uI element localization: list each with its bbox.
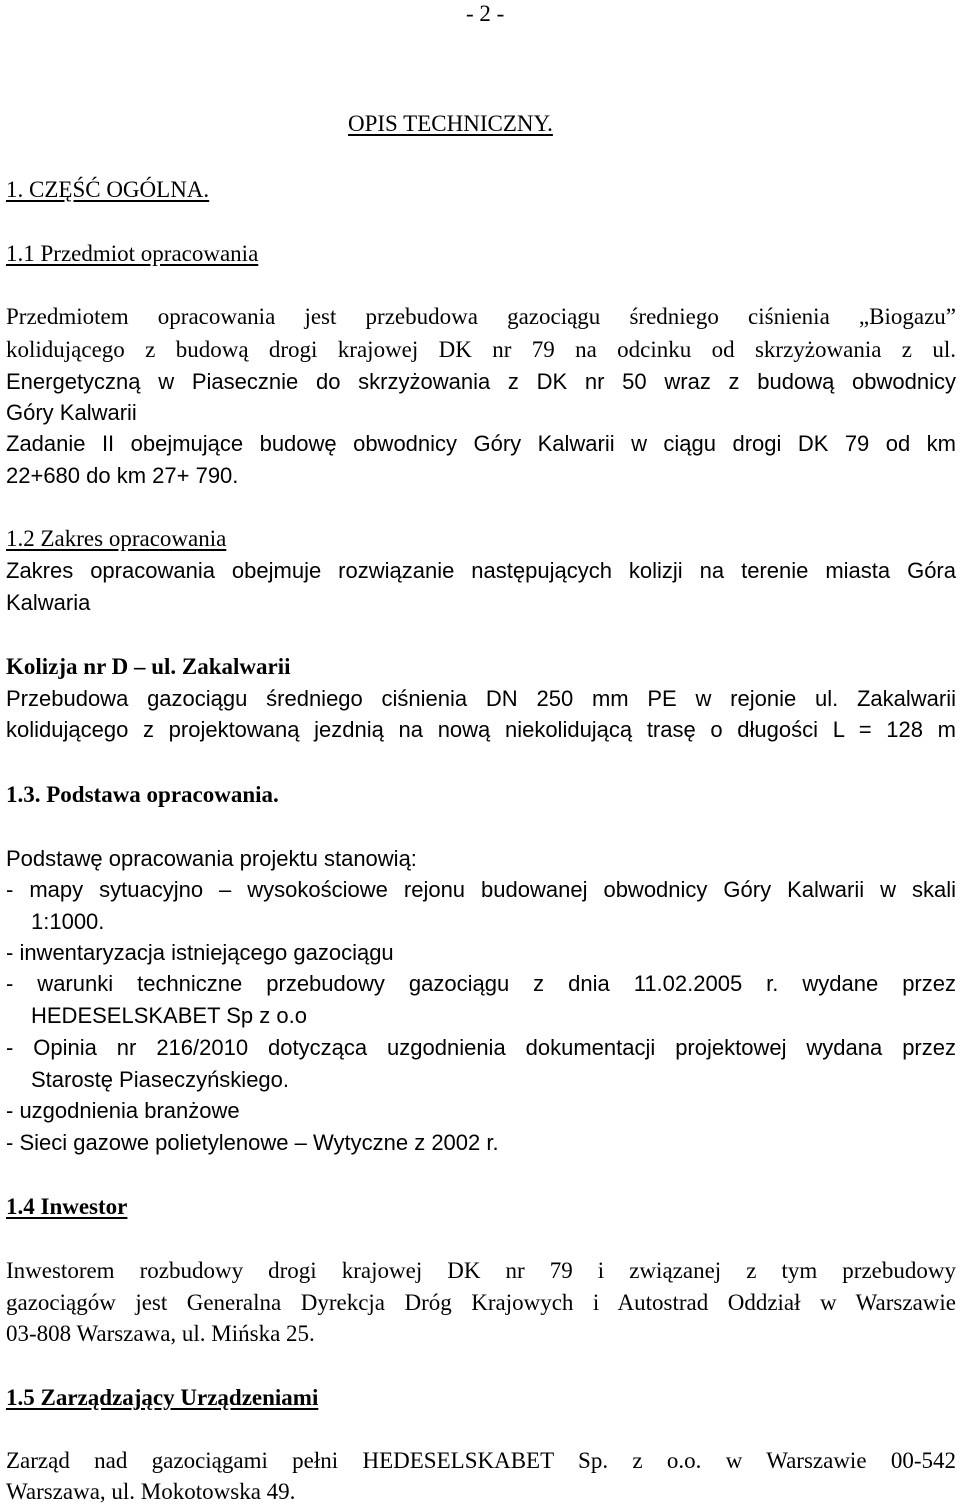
paragraph-line: Energetyczną w Piasecznie do skrzyżowania z DK nr 50 wraz z budową obwodnicy <box>6 369 956 394</box>
paragraph-line: 22+680 do km 27+ 790. <box>6 463 239 488</box>
section-1-3-heading: 1.3. Podstawa opracowania. <box>6 782 279 807</box>
section-1-5-heading: 1.5 Zarządzający Urządzeniami <box>6 1385 319 1410</box>
list-item-continuation: Starostę Piaseczyńskiego. <box>31 1067 290 1092</box>
list-item: - uzgodnienia branżowe <box>6 1098 240 1123</box>
list-item: - Sieci gazowe polietylenowe – Wytyczne z 2002 r. <box>6 1130 499 1155</box>
paragraph-line: kolidującego z budową drogi krajowej DK nr 79 na odcinku od skrzyżowania z ul. <box>6 337 956 362</box>
page-number: - 2 - <box>466 1 505 26</box>
section-1-2-heading: 1.2 Zakres opracowania <box>6 526 227 551</box>
section-1-4-heading: 1.4 Inwestor <box>6 1194 128 1219</box>
paragraph-line: kolidującego z projektowaną jezdnią na nową niekolidującą trasę o długości L = 128 m <box>6 717 956 742</box>
list-item-continuation: HEDESELSKABET Sp z o.o <box>31 1003 307 1028</box>
paragraph-line: Góry Kalwarii <box>6 400 137 425</box>
list-item: - warunki techniczne przebudowy gazociągu z dnia 11.02.2005 r. wydane przez <box>6 971 956 996</box>
kolizja-heading: Kolizja nr D – ul. Zakalwarii <box>6 654 291 679</box>
section-1-1-heading: 1.1 Przedmiot opracowania <box>6 241 259 266</box>
paragraph-line: Podstawę opracowania projektu stanowią: <box>6 846 417 871</box>
paragraph-line: Zakres opracowania obejmuje rozwiązanie następujących kolizji na terenie miasta Góra <box>6 558 956 583</box>
paragraph-line: Kalwaria <box>6 590 91 615</box>
paragraph-line: Warszawa, ul. Mokotowska 49. <box>6 1479 296 1504</box>
list-item: - inwentaryzacja istniejącego gazociągu <box>6 940 394 965</box>
paragraph-line: Zarząd nad gazociągami pełni HEDESELSKABET Sp. z o.o. w Warszawie 00-542 <box>6 1448 956 1473</box>
list-item-continuation: 1:1000. <box>31 909 105 934</box>
paragraph-line: gazociągów jest Generalna Dyrekcja Dróg Krajowych i Autostrad Oddział w Warszawie <box>6 1290 956 1315</box>
list-item: - Opinia nr 216/2010 dotycząca uzgodnienia dokumentacji projektowej wydana przez <box>6 1035 956 1060</box>
list-item: - mapy sytuacyjno – wysokościowe rejonu budowanej obwodnicy Góry Kalwarii w skali <box>6 877 956 902</box>
paragraph-line: Inwestorem rozbudowy drogi krajowej DK nr 79 i związanej z tym przebudowy <box>6 1258 956 1283</box>
paragraph-line: Przedmiotem opracowania jest przebudowa gazociągu średniego ciśnienia „Biogazu” <box>6 304 956 329</box>
paragraph-line: Zadanie II obejmujące budowę obwodnicy Góry Kalwarii w ciągu drogi DK 79 od km <box>6 431 956 456</box>
paragraph-line: 03-808 Warszawa, ul. Mińska 25. <box>6 1321 315 1346</box>
section-1-heading: 1. CZĘŚĆ OGÓLNA. <box>6 177 210 202</box>
paragraph-line: Przebudowa gazociągu średniego ciśnienia DN 250 mm PE w rejonie ul. Zakalwarii <box>6 686 956 711</box>
document-title: OPIS TECHNICZNY. <box>348 111 553 136</box>
